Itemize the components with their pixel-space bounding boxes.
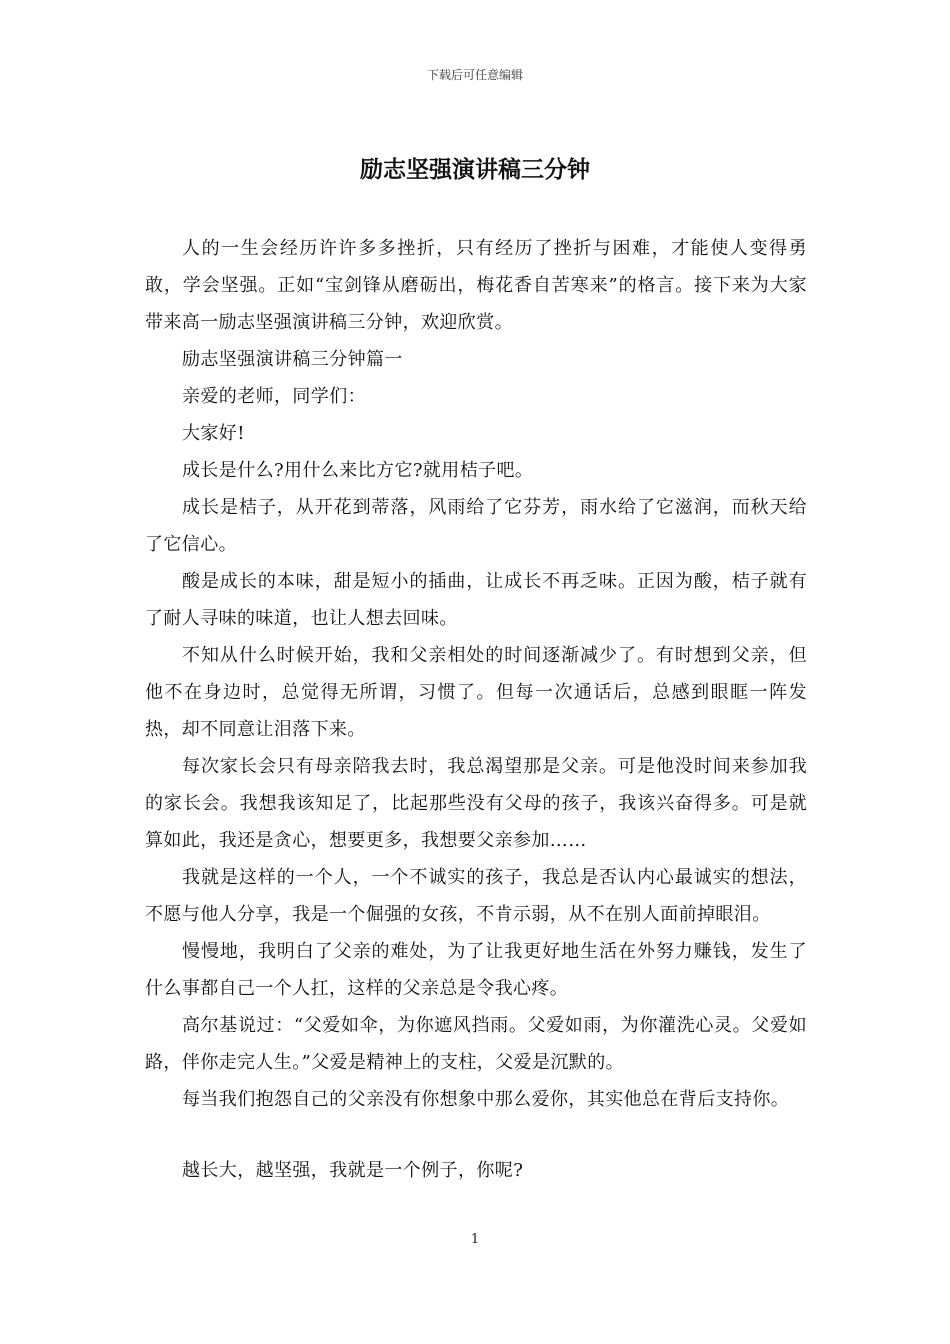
paragraph-greeting: 大家好! — [182, 423, 245, 444]
paragraph: 不知从什么时候开始，我和父亲相处的时间逐渐减少了。有时想到父亲，但他不在身边时，总觉得无所谓，习惯了。但每一次通话后，总感到眼眶一阵发热，却不同意让泪落下来。 — [145, 645, 807, 740]
paragraph: 成长是桔子，从开花到蒂落，风雨给了它芬芳，雨水给了它滋润，而秋天给了它信心。 — [145, 497, 807, 555]
paragraph: 我就是这样的一个人，一个不诚实的孩子，我总是否认内心最诚实的想法，不愿与他人分享，我是一个倔强的女孩，不肯示弱，从不在别人面前掉眼泪。 — [145, 867, 807, 925]
paragraph-section-heading: 励志坚强演讲稿三分钟篇一 — [182, 349, 403, 370]
paragraph: 酸是成长的本味，甜是短小的插曲，让成长不再乏味。正因为酸，桔子就有了耐人寻味的味道，也让人想去回味。 — [145, 571, 807, 629]
paragraph-closing: 越长大，越坚强，我就是一个例子，你呢? — [182, 1160, 524, 1181]
document-body — [145, 230, 807, 1189]
paragraph-intro: 人的一生会经历许许多多挫折，只有经历了挫折与困难，才能使人变得勇敢，学会坚强。正如“宝剑锋从磨砺出，梅花香自苦寒来”的格言。接下来为大家带来高一励志坚强演讲稿三分钟，欢迎欣赏。 — [145, 238, 807, 333]
paragraph: 慢慢地，我明白了父亲的难处，为了让我更好地生活在外努力赚钱，发生了什么事都自己一个人扛，这样的父亲总是令我心疼。 — [145, 941, 807, 999]
paragraph-salutation: 亲爱的老师，同学们： — [182, 386, 366, 407]
paragraph: 每当我们抱怨自己的父亲没有你想象中那么爱你，其实他总在背后支持你。 — [182, 1089, 790, 1110]
paragraph: 高尔基说过：“父爱如伞，为你遮风挡雨。父爱如雨，为你灌洗心灵。父爱如路，伴你走完人生。”父爱是精神上的支柱，父爱是沉默的。 — [145, 1015, 807, 1073]
page-number: 1 — [470, 1232, 480, 1247]
header-note: 下载后可任意编辑 — [426, 68, 523, 82]
document-title: 励志坚强演讲稿三分钟 — [360, 156, 590, 183]
paragraph: 每次家长会只有母亲陪我去时，我总渴望那是父亲。可是他没时间来参加我的家长会。我想我该知足了，比起那些没有父母的孩子，我该兴奋得多。可是就算如此，我还是贪心，想要更多，我想要父亲参加…… — [145, 756, 807, 851]
paragraph: 成长是什么?用什么来比方它?就用桔子吧。 — [182, 460, 534, 481]
